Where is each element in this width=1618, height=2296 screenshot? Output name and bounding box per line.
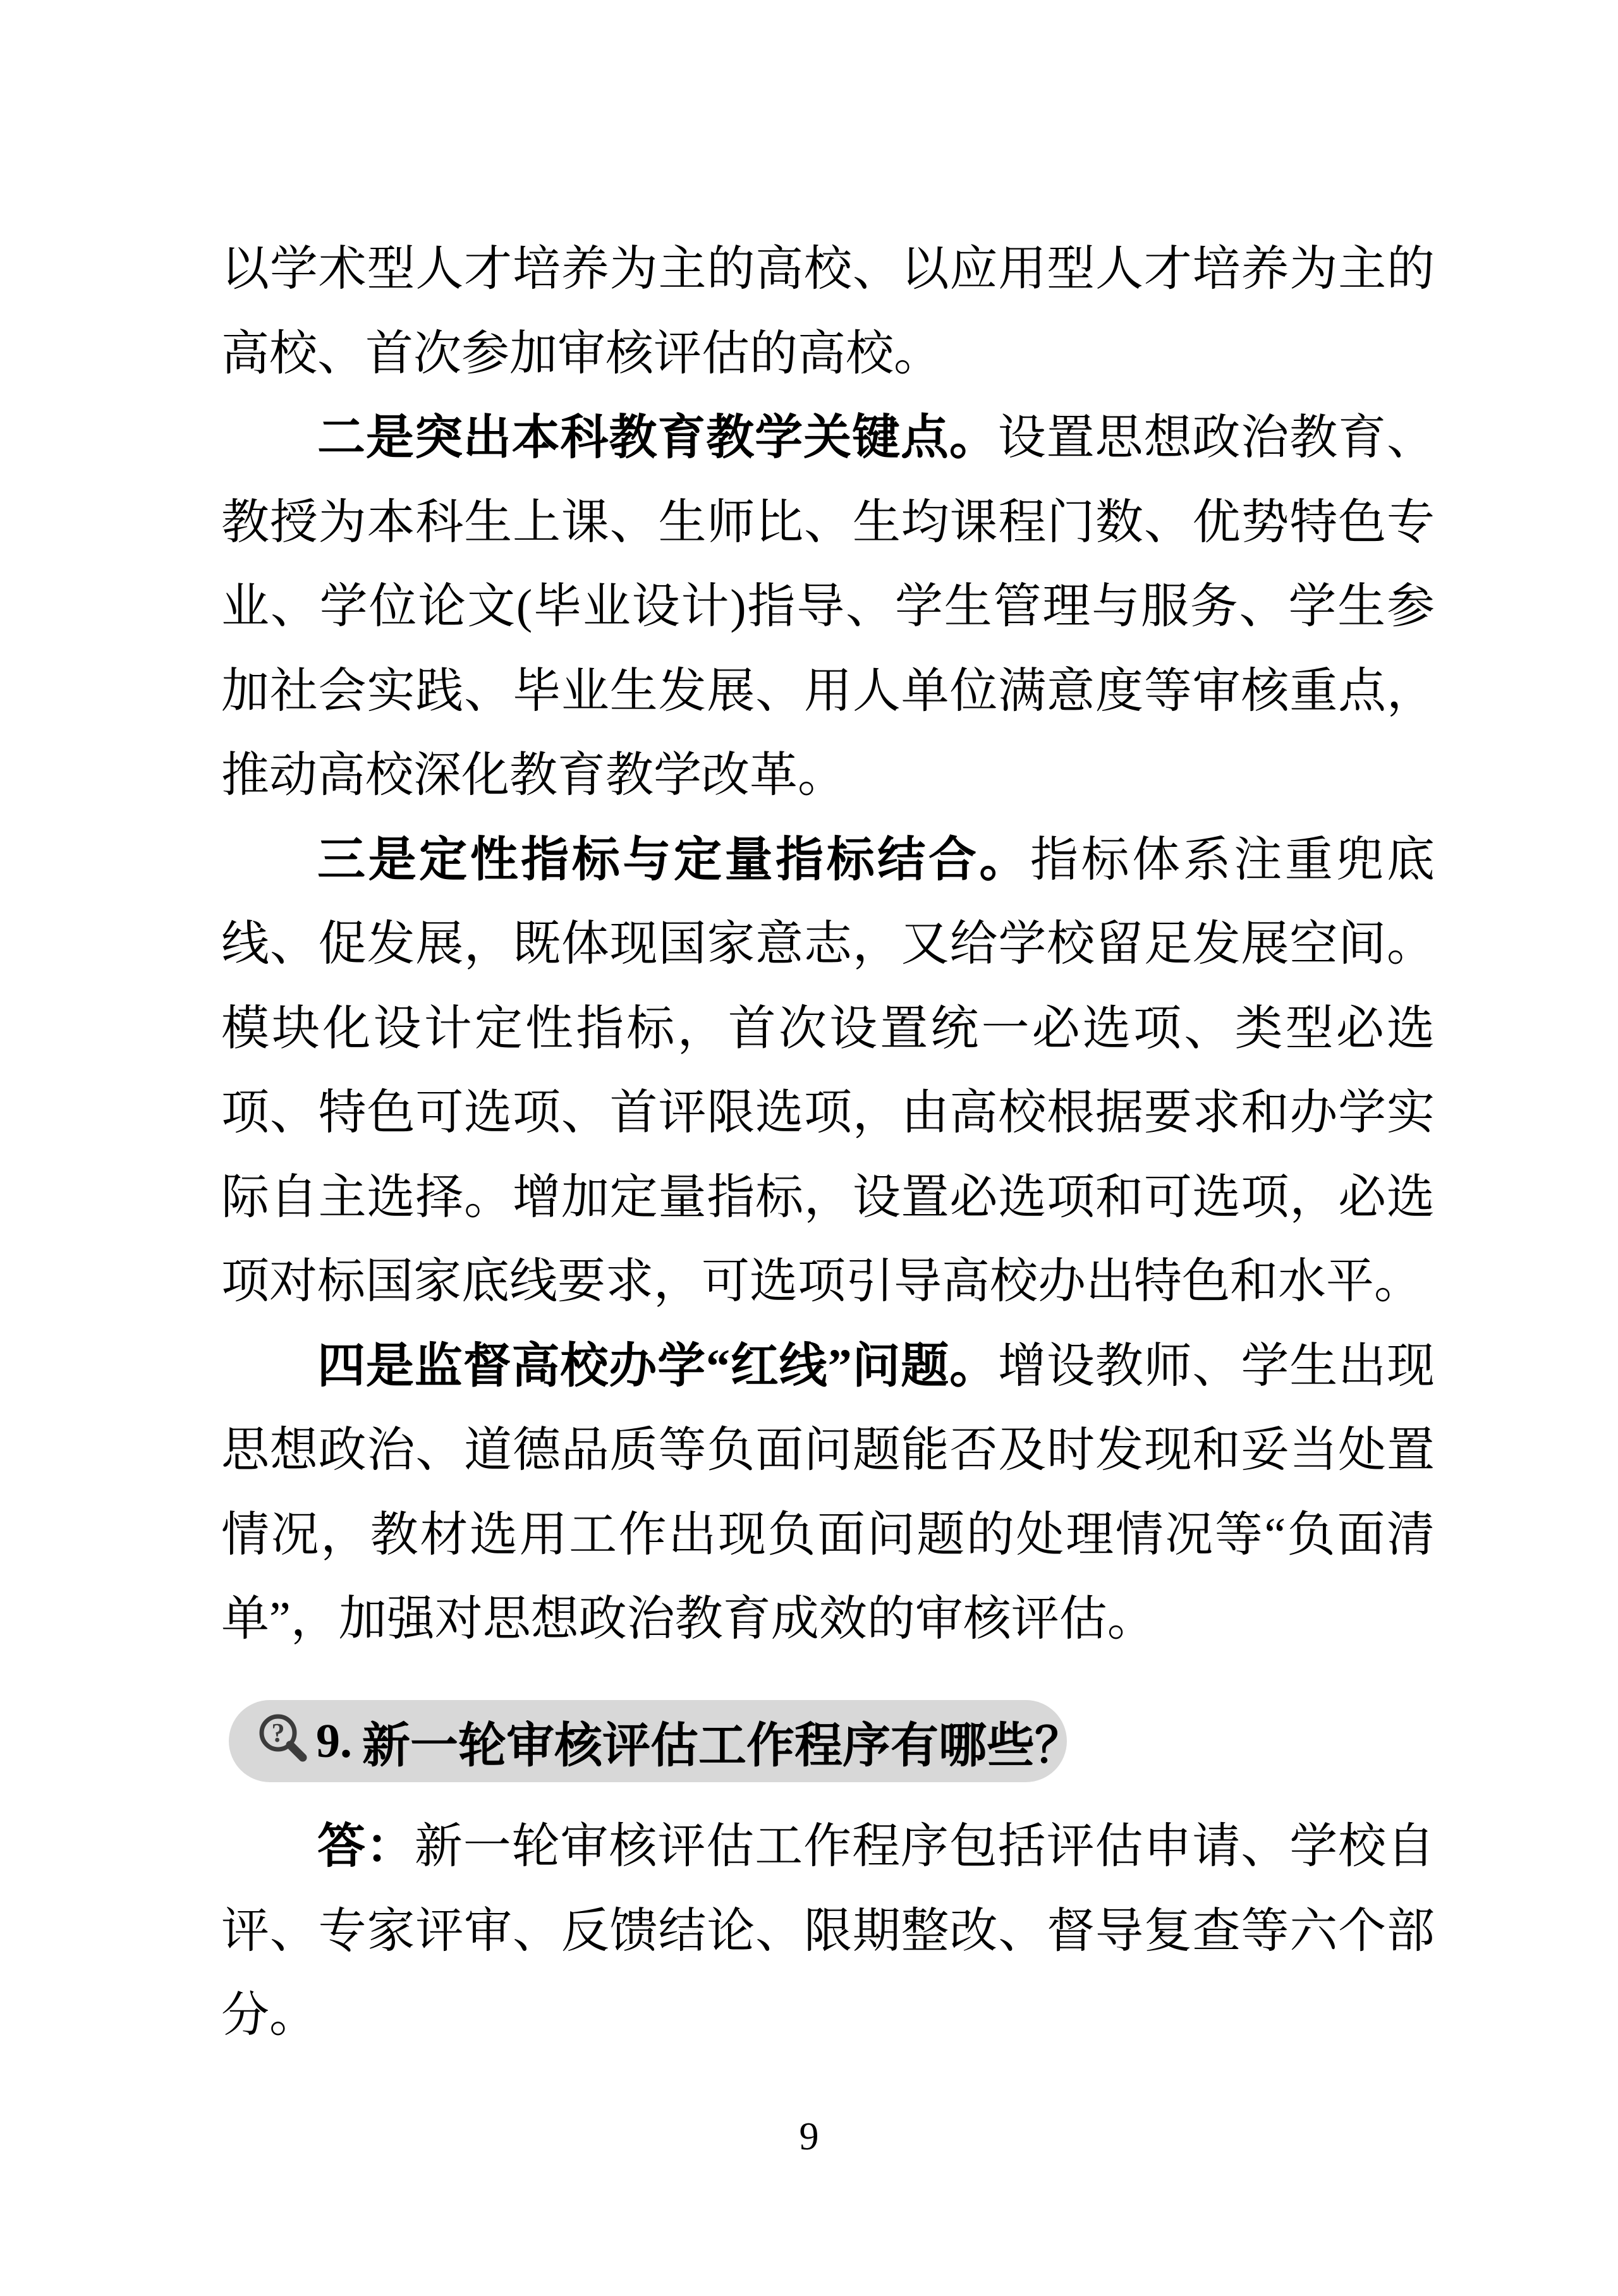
- bold-text-run: 答：: [317, 1820, 415, 1873]
- text-run: 以学术型人才培养为主的高校、以应用型人才培养为主的高校、首次参加审核评估的高校。: [221, 243, 1435, 380]
- magnifier-question-icon: [254, 1711, 315, 1771]
- bold-text-run: 三是定性指标与定量指标结合。: [317, 833, 1030, 887]
- text-run: 增设教师、学生出现思想政治、道德品质等负面问题能否及时发现和妥当处置情况，教材选用工作出现负面问题的处理情况等“负面清单”，加强对思想政治教育成效的审核评估。: [221, 1339, 1435, 1646]
- body-paragraphs: [221, 228, 1435, 1662]
- bold-text-run: 四是监督高校办学“红线”问题。: [317, 1339, 999, 1393]
- question-mark-glyph: ?: [271, 1719, 285, 1748]
- answer-paragraph: [221, 1805, 1435, 2058]
- text-run: 指标体系注重兜底线、促发展，既体现国家意志，又给学校留足发展空间。模块化设计定性指标，首次设置统一必选项、类型必选项、特色可选项、首评限选项，由高校根据要求和办学实际自主选择。增加定量指标，设置必选项和可选项，必选项对标国家底线要求，可选项引导高校办出特色和水平。: [221, 833, 1435, 1308]
- question-text: 新一轮审核评估工作程序有哪些？: [362, 1719, 1083, 1773]
- text-run: 新一轮审核评估工作程序包括评估申请、学校自评、专家评审、反馈结论、限期整改、督导复查等六个部分。: [221, 1820, 1435, 2042]
- body-paragraph: [221, 396, 1435, 818]
- body-paragraph: [221, 818, 1435, 1325]
- text-run: 设置思想政治教育、教授为本科生上课、生师比、生均课程门数、优势特色专业、学位论文(毕业设计)指导、学生管理与服务、学生参加社会实践、毕业生发展、用人单位满意度等审核重点，推动高校深化教育教学改革。: [221, 411, 1435, 802]
- body-paragraph: [221, 1325, 1435, 1662]
- bold-text-run: 二是突出本科教育教学关键点。: [317, 411, 998, 465]
- page-number: 9: [799, 2115, 819, 2158]
- answer-paragraph-block: [221, 1805, 1435, 2058]
- question-number: 9.: [316, 1714, 352, 1768]
- question-banner: [229, 1700, 1083, 1782]
- body-paragraph: [221, 228, 1435, 396]
